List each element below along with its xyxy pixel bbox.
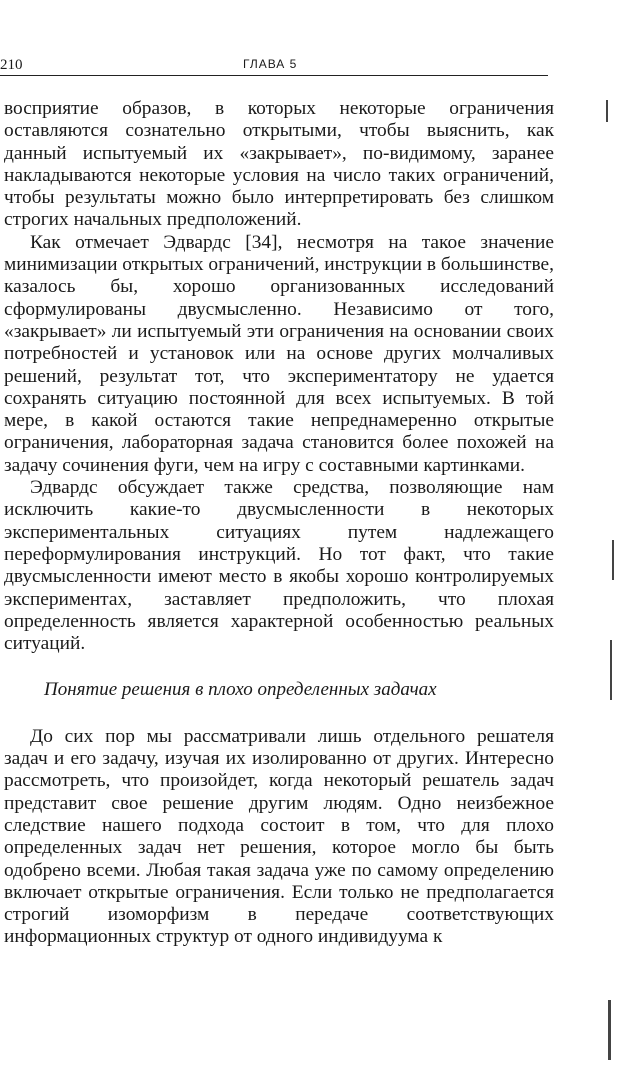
header-rule [0,75,548,76]
body-text [4,98,554,949]
running-title: ГЛАВА 5 [243,57,298,71]
margin-mark-middle [612,540,614,580]
margin-mark-top [606,100,608,122]
margin-mark-lower [610,640,612,700]
paragraph-edwards: Как отмечает Эдвардс [34], несмотря на такое значение минимизации открытых ограничений, инструкции в большинстве, казалось бы, хорошо организованных исследований сформулированы двусмысленно. Независимо от того, «закрывает» ли испытуемый эти ограничения на основании своих потребностей и установок или на основе других молчаливых решений, результат тот, что экспериментатору не удается сохранять ситуацию постоянной для всех испытуемых. В той мере, в какой остаются такие непреднамеренно открытые ограничения, лабораторная задача становится более похожей на задачу сочинения фуги, чем на игру с составными картинками. [4,231,554,476]
paragraph-section-start: До сих пор мы рассматривали лишь отдельного решателя задач и его задачу, изучая их изолированно от других. Интересно рассмотреть, что произойдет, когда некоторый решатель задач представит свое решение другим людям. Одно неизбежное следствие нашего подхода состоит в том, что для плохо определенных задач нет решения, которое могло бы быть одобрено всеми. Любая такая задача уже по самому определению включает открытые ограничения. Если только не предполагается строгий изоморфизм в передаче соответствующих информационных структур от одного индивидуума к [4,725,554,948]
margin-mark-bottom [608,1000,611,1060]
page-number: 210 [0,57,23,73]
page-header [0,55,548,77]
paragraph-edwards-means: Эдвардс обсуждает также средства, позволяющие нам исключить какие-то двусмысленности в некоторых экспериментальных ситуациях путем надлежащего переформулирования инструкций. Но тот факт, что такие двусмысленности имеют место в якобы хорошо контролируемых экспериментах, заставляет предположить, что плохая определенность является характерной особенностью реальных ситуаций. [4,477,554,655]
section-heading: Понятие решения в плохо определенных задачах [44,679,437,701]
paragraph-continuation: восприятие образов, в которых некоторые ограничения оставляются сознательно открытыми, чтобы выяснить, как данный испытуемый их «закрывает», по-видимому, заранее накладываются некоторые условия на число таких ограничений, чтобы результаты можно было интерпретировать без слишком строгих начальных предположений. [4,98,554,231]
